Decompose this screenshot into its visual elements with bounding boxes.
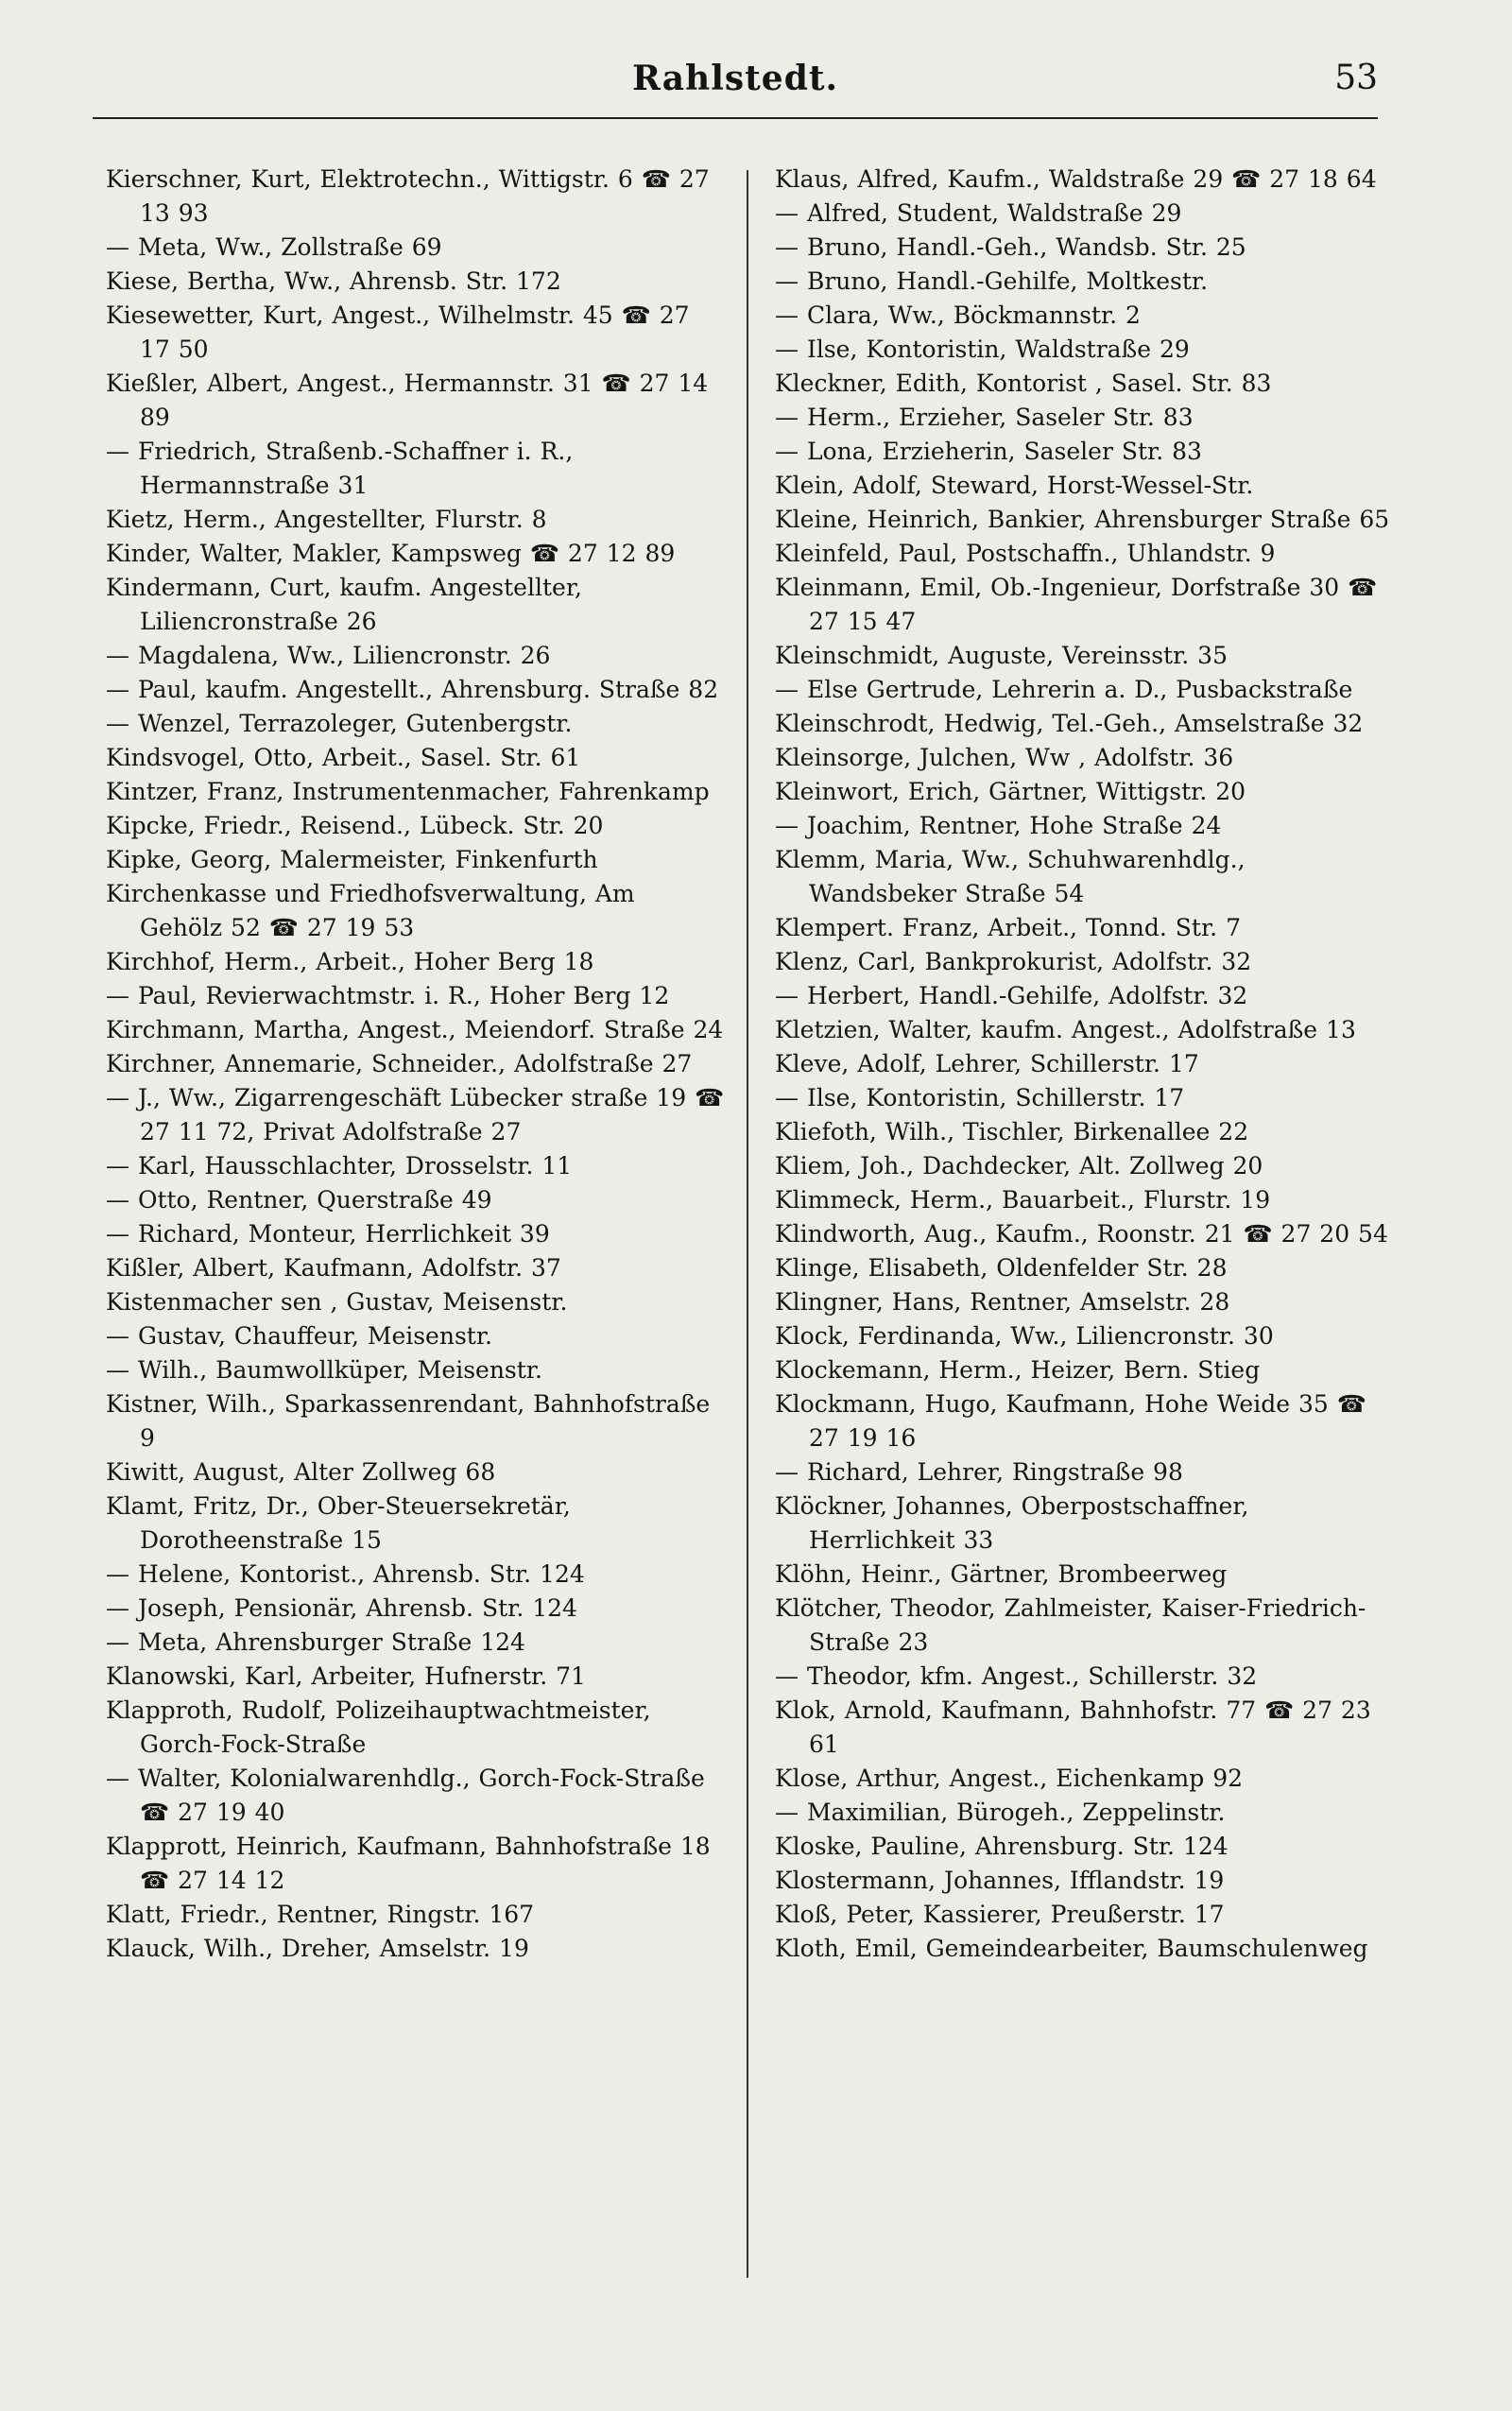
directory-entry: Kirchner, Annemarie, Schneider., Adolfstraße 27 <box>106 1050 693 1077</box>
directory-entry: — Helene, Kontorist., Ahrensb. Str. 124 <box>106 1560 585 1588</box>
directory-entry: — Friedrich, Straßenb.-Schaffner i. R., Hermannstraße 31 <box>106 438 574 499</box>
directory-entry: — Paul, Revierwachtmstr. i. R., Hoher Berg 12 <box>106 982 670 1009</box>
directory-entry: Klaus, Alfred, Kaufm., Waldstraße 29 ☎ 27 18 64 <box>775 165 1377 193</box>
directory-entry: Kliem, Joh., Dachdecker, Alt. Zollweg 20 <box>775 1152 1263 1180</box>
directory-entry: Kipcke, Friedr., Reisend., Lübeck. Str. 20 <box>106 812 604 839</box>
directory-entry: Klemm, Maria, Ww., Schuhwarenhdlg., Wandsbeker Straße 54 <box>775 846 1246 907</box>
directory-entry: Kleinschmidt, Auguste, Vereinsstr. 35 <box>775 642 1228 669</box>
directory-entry: Klamt, Fritz, Dr., Ober-Steuersekretär, Dorotheenstraße 15 <box>106 1492 571 1554</box>
directory-entry: — Karl, Hausschlachter, Drosselstr. 11 <box>106 1152 573 1180</box>
directory-entry: — Meta, Ww., Zollstraße 69 <box>106 233 442 261</box>
directory-entry: Kistenmacher sen , Gustav, Meisenstr. <box>106 1288 568 1316</box>
directory-entry: Klötcher, Theodor, Zahlmeister, Kaiser-Friedrich-Straße 23 <box>775 1594 1366 1656</box>
directory-entry: — Theodor, kfm. Angest., Schillerstr. 32 <box>775 1662 1258 1690</box>
directory-entry: Kietz, Herm., Angestellter, Flurstr. 8 <box>106 506 547 533</box>
directory-entry: Kießler, Albert, Angest., Hermannstr. 31 ☎ 27 14 89 <box>106 370 709 431</box>
directory-entry: Kloß, Peter, Kassierer, Preußerstr. 17 <box>775 1901 1225 1928</box>
directory-entry: — Alfred, Student, Waldstraße 29 <box>775 199 1182 227</box>
directory-entry: Kierschner, Kurt, Elektrotechn., Wittigstr. 6 ☎ 27 13 93 <box>106 165 710 227</box>
directory-entry: — Richard, Lehrer, Ringstraße 98 <box>775 1458 1183 1486</box>
directory-entry: Kloske, Pauline, Ahrensburg. Str. 124 <box>775 1833 1228 1860</box>
directory-entry: Klock, Ferdinanda, Ww., Liliencronstr. 30 <box>775 1322 1274 1350</box>
directory-entry: — Herm., Erzieher, Saseler Str. 83 <box>775 404 1194 431</box>
directory-entry: — Joachim, Rentner, Hohe Straße 24 <box>775 812 1222 839</box>
directory-entry: Klatt, Friedr., Rentner, Ringstr. 167 <box>106 1901 535 1928</box>
directory-entry: Kloth, Emil, Gemeindearbeiter, Baumschulenweg <box>775 1935 1368 1962</box>
directory-entry: Kiese, Bertha, Ww., Ahrensb. Str. 172 <box>106 267 561 295</box>
directory-entry: Klein, Adolf, Steward, Horst-Wessel-Str. <box>775 472 1254 499</box>
directory-entry: — Wenzel, Terrazoleger, Gutenbergstr. <box>106 710 573 737</box>
directory-entry: Kleine, Heinrich, Bankier, Ahrensburger Straße 65 <box>775 506 1390 533</box>
directory-entry: — Gustav, Chauffeur, Meisenstr. <box>106 1322 492 1350</box>
directory-entry: Klanowski, Karl, Arbeiter, Hufnerstr. 71 <box>106 1662 586 1690</box>
directory-entry: Klok, Arnold, Kaufmann, Bahnhofstr. 77 ☎ 27 23 61 <box>775 1696 1371 1758</box>
directory-entry: Kleinfeld, Paul, Postschaffn., Uhlandstr. 9 <box>775 540 1276 567</box>
directory-entry: Kirchhof, Herm., Arbeit., Hoher Berg 18 <box>106 948 594 975</box>
directory-entry: Kinder, Walter, Makler, Kampsweg ☎ 27 12 89 <box>106 540 676 567</box>
directory-entry: Klauck, Wilh., Dreher, Amselstr. 19 <box>106 1935 529 1962</box>
directory-entry: Kintzer, Franz, Instrumentenmacher, Fahrenkamp <box>106 778 710 805</box>
directory-entry: Kleve, Adolf, Lehrer, Schillerstr. 17 <box>775 1050 1199 1077</box>
directory-entry: — Meta, Ahrensburger Straße 124 <box>106 1628 525 1656</box>
directory-entry: — Ilse, Kontoristin, Waldstraße 29 <box>775 336 1190 363</box>
directory-entry: — Maximilian, Bürogeh., Zeppelinstr. <box>775 1799 1226 1826</box>
directory-entry: — Else Gertrude, Lehrerin a. D., Pusbackstraße <box>775 676 1353 703</box>
directory-entry: — Ilse, Kontoristin, Schillerstr. 17 <box>775 1084 1185 1111</box>
directory-entry: Kindermann, Curt, kaufm. Angestellter, Liliencronstraße 26 <box>106 574 582 635</box>
directory-entry: — Herbert, Handl.-Gehilfe, Adolfstr. 32 <box>775 982 1248 1009</box>
column-divider <box>747 170 748 2278</box>
directory-entry: Klöhn, Heinr., Gärtner, Brombeerweg <box>775 1560 1228 1588</box>
directory-entry: Kindsvogel, Otto, Arbeit., Sasel. Str. 61 <box>106 744 581 771</box>
directory-entry: Kleinwort, Erich, Gärtner, Wittigstr. 20 <box>775 778 1246 805</box>
directory-entry: Klöckner, Johannes, Oberpostschaffner, Herrlichkeit 33 <box>775 1492 1249 1554</box>
page-number: 53 <box>1334 59 1378 97</box>
directory-entry: — Bruno, Handl.-Geh., Wandsb. Str. 25 <box>775 233 1246 261</box>
directory-entry: Kistner, Wilh., Sparkassenrendant, Bahnhofstraße 9 <box>106 1390 711 1452</box>
directory-entry: — Bruno, Handl.-Gehilfe, Moltkestr. <box>775 267 1209 295</box>
directory-entry: Klinge, Elisabeth, Oldenfelder Str. 28 <box>775 1254 1228 1282</box>
directory-entry: — Wilh., Baumwollküper, Meisenstr. <box>106 1356 542 1384</box>
directory-entry: Kipke, Georg, Malermeister, Finkenfurth <box>106 846 598 873</box>
directory-entry: — Joseph, Pensionär, Ahrensb. Str. 124 <box>106 1594 577 1622</box>
directory-entry: Kletzien, Walter, kaufm. Angest., Adolfstraße 13 <box>775 1016 1356 1043</box>
directory-entry: — Magdalena, Ww., Liliencronstr. 26 <box>106 642 551 669</box>
directory-entry: Kirchmann, Martha, Angest., Meiendorf. Straße 24 <box>106 1016 724 1043</box>
directory-entry: Klapproth, Rudolf, Polizeihauptwachtmeister, Gorch-Fock-Straße <box>106 1696 651 1758</box>
directory-entry: Kleinmann, Emil, Ob.-Ingenieur, Dorfstraße 30 ☎ 27 15 47 <box>775 574 1378 635</box>
directory-entry: Klingner, Hans, Rentner, Amselstr. 28 <box>775 1288 1230 1316</box>
directory-entry: Klenz, Carl, Bankprokurist, Adolfstr. 32 <box>775 948 1252 975</box>
right-column <box>775 163 1399 2280</box>
directory-entry: Klockmann, Hugo, Kaufmann, Hohe Weide 35 ☎ 27 19 16 <box>775 1390 1366 1452</box>
left-column <box>106 163 725 2280</box>
directory-entry: Kliefoth, Wilh., Tischler, Birkenallee 22 <box>775 1118 1249 1145</box>
directory-entry: — J., Ww., Zigarrengeschäft Lübecker straße 19 ☎ 27 11 72, Privat Adolfstraße 27 <box>106 1084 725 1145</box>
directory-entry: Klimmeck, Herm., Bauarbeit., Flurstr. 19 <box>775 1186 1271 1214</box>
directory-entry: Klempert. Franz, Arbeit., Tonnd. Str. 7 <box>775 914 1241 941</box>
running-head <box>93 59 1378 112</box>
directory-entry: Klose, Arthur, Angest., Eichenkamp 92 <box>775 1765 1244 1792</box>
directory-entry: Klapprott, Heinrich, Kaufmann, Bahnhofstraße 18 ☎ 27 14 12 <box>106 1833 711 1894</box>
directory-entry: Kleckner, Edith, Kontorist , Sasel. Str. 83 <box>775 370 1272 397</box>
directory-entry: Klockemann, Herm., Heizer, Bern. Stieg <box>775 1356 1261 1384</box>
page-title: Rahlstedt. <box>631 59 839 98</box>
directory-entry: Kleinsorge, Julchen, Ww , Adolfstr. 36 <box>775 744 1234 771</box>
directory-entry: Kißler, Albert, Kaufmann, Adolfstr. 37 <box>106 1254 561 1282</box>
directory-entry: — Walter, Kolonialwarenhdlg., Gorch-Fock-Straße ☎ 27 19 40 <box>106 1765 705 1826</box>
directory-entry: Kiesewetter, Kurt, Angest., Wilhelmstr. 45 ☎ 27 17 50 <box>106 301 690 363</box>
directory-entry: Klostermann, Johannes, Ifflandstr. 19 <box>775 1867 1225 1894</box>
directory-entry: Kiwitt, August, Alter Zollweg 68 <box>106 1458 496 1486</box>
directory-entry: — Paul, kaufm. Angestellt., Ahrensburg. Straße 82 <box>106 676 719 703</box>
directory-entry: Kirchenkasse und Friedhofsverwaltung, Am Gehölz 52 ☎ 27 19 53 <box>106 880 635 941</box>
header-rule <box>93 117 1378 119</box>
directory-entry: Kleinschrodt, Hedwig, Tel.-Geh., Amselstraße 32 <box>775 710 1364 737</box>
directory-entry: Klindworth, Aug., Kaufm., Roonstr. 21 ☎ 27 20 54 <box>775 1220 1388 1248</box>
directory-entry: — Otto, Rentner, Querstraße 49 <box>106 1186 492 1214</box>
directory-entry: — Lona, Erzieherin, Saseler Str. 83 <box>775 438 1202 465</box>
directory-entry: — Clara, Ww., Böckmannstr. 2 <box>775 301 1141 329</box>
directory-entry: — Richard, Monteur, Herrlichkeit 39 <box>106 1220 550 1248</box>
